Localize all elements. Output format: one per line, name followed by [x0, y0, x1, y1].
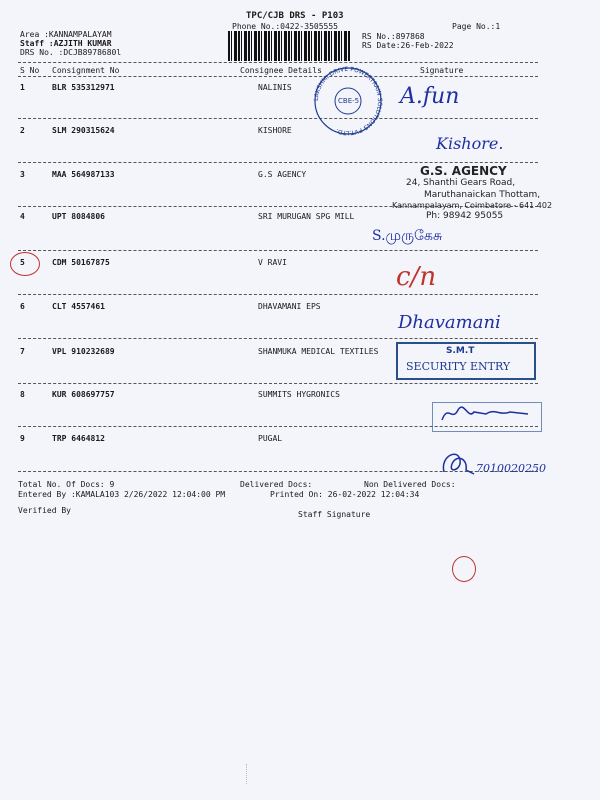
report-title: TPC/CJB DRS - P103: [246, 11, 344, 21]
phone-number: Phone No.:0422-3505555: [232, 22, 338, 31]
row-consignment: CLT 4557461: [52, 302, 105, 311]
row-consignee: V RAVI: [258, 258, 287, 267]
stamp-ring-text: LAKSHMI DRIVE POWERTRAIN SOLUTIONS PVT.LTD.: [312, 66, 384, 136]
security-stamp-top: S.M.T: [446, 346, 475, 356]
row-sno: 8: [20, 390, 25, 399]
company-round-stamp: [308, 66, 388, 136]
gs-agency-addr2: Maruthanaickan Thottam,: [424, 190, 541, 200]
red-circle-mark: [452, 556, 476, 582]
row-sno: 7: [20, 347, 25, 356]
row-divider: [18, 250, 538, 251]
row-consignment: SLM 290315624: [52, 126, 115, 135]
row-sno: 5: [20, 258, 25, 267]
scan-mark: [246, 764, 261, 784]
rs-number: RS No.:897868: [362, 32, 425, 41]
row-divider: [18, 118, 538, 119]
signature-row-9-scribble: [438, 446, 478, 480]
col-consignment: Consignment No: [52, 66, 120, 75]
signature-row-4: S.முருகேசு: [372, 228, 443, 244]
gs-agency-addr1: 24, Shanthi Gears Road,: [406, 178, 516, 188]
page-number: Page No.:1: [452, 22, 501, 31]
row-sno: 4: [20, 212, 25, 221]
gs-agency-name: G.S. AGENCY: [420, 164, 507, 178]
signature-row-1: A.fun: [400, 84, 460, 109]
rs-date: RS Date:26-Feb-2022: [362, 41, 454, 50]
drs-number: DRS No. :DCJB8978680l: [20, 48, 122, 57]
gs-agency-phone: Ph: 98942 95055: [426, 211, 504, 221]
total-docs: Total No. Of Docs: 9: [18, 480, 115, 489]
row-consignment: MAA 564987133: [52, 170, 115, 179]
row-consignment: BLR 535312971: [52, 83, 115, 92]
row-consignee: SRI MURUGAN SPG MILL: [258, 212, 355, 221]
row-consignee: PUGAL: [258, 434, 283, 443]
col-sno: S No: [20, 66, 40, 75]
row-consignee: G.S AGENCY: [258, 170, 307, 179]
row-consignee: KISHORE: [258, 126, 292, 135]
row-5-circle-mark: [10, 252, 40, 276]
row-divider: [18, 338, 538, 339]
row-consignment: VPL 910232689: [52, 347, 115, 356]
row-divider: [18, 294, 538, 295]
staff-signature: Staff Signature: [298, 510, 371, 519]
row-sno: 1: [20, 83, 25, 92]
header-divider-bottom: [18, 76, 538, 77]
security-stamp-label: SECURITY ENTRY: [406, 360, 511, 373]
row-consignment: UPT 8084806: [52, 212, 105, 221]
row-consignee: NALINIS: [258, 83, 292, 92]
signature-row-5: c/n: [396, 262, 437, 292]
col-signature: Signature: [420, 66, 464, 75]
row-sno: 9: [20, 434, 25, 443]
printed-on: Printed On: 26-02-2022 12:04:34: [270, 490, 420, 499]
row-consignment: KUR 608697757: [52, 390, 115, 399]
security-entry-stamp: [396, 342, 536, 380]
barcode: [228, 31, 350, 61]
row-sno: 2: [20, 126, 25, 135]
area-label: Area :KANNAMPALAYAM: [20, 30, 112, 39]
header-divider-top: [18, 62, 538, 63]
row-divider: [18, 383, 538, 384]
row-consignee: DHAVAMANI EPS: [258, 302, 321, 311]
non-delivered-docs: Non Delivered Docs:: [364, 480, 456, 489]
signature-row-2: Kishore.: [436, 134, 504, 153]
stamp-center-text: CBE-5: [338, 97, 360, 105]
col-consignee: Consignee Details: [240, 66, 322, 75]
row-consignee: SHANMUKA MEDICAL TEXTILES: [258, 347, 379, 356]
signature-row-6: Dhavamani: [398, 312, 501, 333]
verified-by: Verified By: [18, 506, 71, 515]
staff-label: Staff :AZJITH KUMAR: [20, 39, 112, 48]
row-consignee: SUMMITS HYGRONICS: [258, 390, 340, 399]
signature-row-9-phone: 7010020250: [476, 462, 546, 475]
row-consignment: TRP 6464812: [52, 434, 105, 443]
row-divider: [18, 162, 538, 163]
row-sno: 3: [20, 170, 25, 179]
row-sno: 6: [20, 302, 25, 311]
delivered-docs: Delivered Docs:: [240, 480, 313, 489]
entered-by: Entered By :KAMALA103 2/26/2022 12:04:00 PM: [18, 490, 226, 499]
signature-row-8: [438, 402, 538, 426]
row-consignment: CDM 50167875: [52, 258, 110, 267]
gs-agency-addr3: Kannampalayam, Coimbatore - 641 402: [392, 201, 553, 210]
